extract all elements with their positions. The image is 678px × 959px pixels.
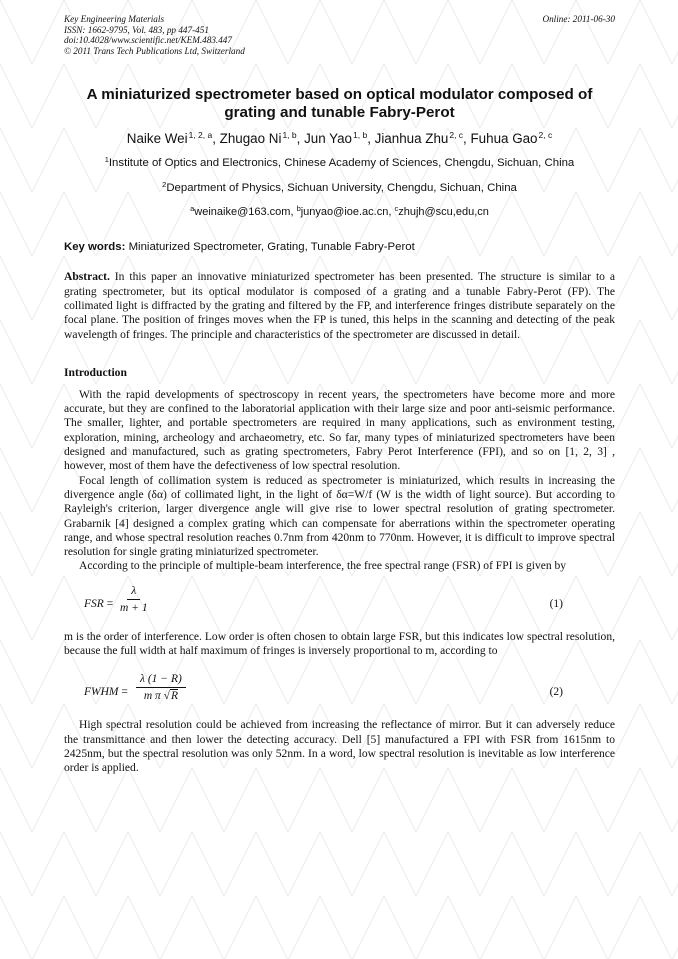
email-link[interactable]: zhujh@scu,edu,cn	[398, 206, 489, 219]
equation-lhs: FSR =	[84, 597, 114, 610]
equation-2	[64, 672, 615, 716]
keywords-text: Miniaturized Spectrometer, Grating, Tunable Fabry-Perot	[125, 241, 415, 254]
equation-fraction	[136, 672, 186, 703]
keywords-label: Key words:	[64, 241, 126, 254]
author-list: Naike Wei$^{1, 2, a}$, Zhugao Ni$^{1, b}$, Jun Yao$^{1, b}$, Jianhua Zhu$^{2, c}$, Fuhua Gao$^{2, c}$	[126, 130, 553, 147]
paragraph: Focal length of collimation system is reduced as spectrometer is miniaturized, which results in increasing the divergence angle (δα) of collimated light, in the light of δα=W/f (W is the width of light source). But according to Rayleigh's criterion, larger divergence angle will give rise to lower spectral resolution of grating spectrometer. Grabarnik [4] designed a complex grating which can compensate for aberrations within the spectrometer operating range, and whose spectral resolution reaches 0.7nm from 420nm to 770nm. However, it is difficult to improve spectral resolution for single grating miniaturized spectrometer.	[64, 474, 615, 559]
author-name: Fuhua Gao	[470, 131, 538, 147]
author-name: Zhugao Ni	[219, 131, 282, 147]
equation-number: (1)	[549, 597, 563, 610]
journal-copyright: © 2011 Trans Tech Publications Ltd, Switzerland	[64, 45, 245, 56]
fraction-denominator: m + 1	[120, 601, 148, 614]
abstract-label: Abstract.	[64, 271, 110, 284]
equation-lhs: FWHM =	[84, 686, 128, 699]
journal-issn: ISSN: 1662-9795, Vol. 483, pp 447-451	[64, 24, 209, 35]
journal-header	[64, 14, 615, 56]
affiliation-sup: 2	[162, 180, 167, 190]
author-sup: 2, c	[449, 130, 464, 141]
title-line-1: A miniaturized spectrometer based on optical modulator composed of	[86, 86, 593, 104]
affiliation-1	[64, 153, 615, 170]
equation-number: (2)	[549, 686, 563, 699]
author-emails	[64, 202, 615, 219]
author-name: Jun Yao	[304, 131, 352, 147]
author-sup: 1, b	[282, 130, 297, 141]
journal-info	[64, 14, 245, 56]
affiliation-text: Institute of Optics and Electronics, Chinese Academy of Sciences, Chengdu, Sichuan, China	[108, 157, 575, 170]
paragraph: According to the principle of multiple-beam interference, the free spectral range (FSR) of FPI is given by	[79, 560, 567, 573]
keywords	[64, 241, 615, 253]
equation-1	[64, 584, 615, 628]
email-link[interactable]: weinaike@163.com,	[194, 206, 297, 219]
journal-doi[interactable]: doi:10.4028/www.scientific.net/KEM.483.447	[64, 35, 232, 46]
author-sup: 1, b	[353, 130, 368, 141]
email-sup: b	[296, 204, 301, 214]
author-name: Jianhua Zhu	[374, 131, 449, 147]
affiliation-text: Department of Physics, Sichuan University, Chengdu, Sichuan, China	[166, 182, 517, 195]
paper-page	[64, 14, 615, 776]
affiliation-2	[64, 178, 615, 195]
title-line-2: grating and tunable Fabry-Perot	[224, 104, 455, 122]
email-sup: c	[394, 204, 399, 214]
abstract	[64, 270, 615, 341]
author-name: Naike Wei	[126, 131, 188, 147]
section-heading-introduction: Introduction	[64, 365, 127, 379]
author-sup: 2, c	[538, 130, 553, 141]
fraction-denominator: m π √R	[143, 690, 178, 703]
online-date: Online: 2011-06-30	[542, 14, 615, 24]
paragraph: High spectral resolution could be achieved from increasing the reflectance of mirror. But it can adversely reduce the transmittance and then lower the detecting accuracy. Dell [5] manufactured a FPI with FSR from 1615nm to 2425nm, but the spectral resolution was only 52nm. In a word, low spectral resolution is inevitable as low interference order is applied.	[64, 719, 615, 775]
paragraph: With the rapid developments of spectroscopy in recent years, the spectrometers have become more and more accurate, but they are confined to the laboratorial application with their large size and poor anti-seismic performance. The smaller, lighter, and portable spectrometers are required in many applications, such as environment testing, exploration, mining, archeology and archaeometry, etc. So far, many types of miniaturized spectrometers have been designed and manufactured, such as grating spectrometers, Fabry Perot Interference (FPI), and so on [1, 2, 3] , however, most of them have the defectiveness of low spectral resolution.	[64, 388, 615, 473]
equation-fraction	[120, 584, 148, 615]
fraction-numerator: λ	[127, 584, 140, 600]
paper-title	[64, 86, 615, 122]
email-sup: a	[190, 204, 195, 214]
author-sup: 1, 2, a	[188, 130, 213, 141]
abstract-text: In this paper an innovative miniaturized spectrometer has been presented. The structure is similar to a grating spectrometer, but its optical modulator is composed of a grating and a tunable Fabry-Perot (FP). The collimated light is diffracted by the grating and filtered by the FP, and interference fringes distribute separately on the focal plane. The position of fringes moves when the FP is tuned, this helps in the scanning and detecting of the peak wavelength of fringes. The principle and characteristics of the spectrometer are discussed in detail.	[64, 271, 615, 341]
fraction-numerator: λ (1 − R)	[136, 672, 186, 688]
journal-name: Key Engineering Materials	[64, 14, 165, 24]
paragraph: m is the order of interference. Low order is often chosen to obtain large FSR, but this indicates low spectral resolution, because the full width at half maximum of fringes is inversely proportional to m, according to	[64, 630, 615, 658]
affiliation-sup: 1	[104, 155, 109, 165]
email-link[interactable]: junyao@ioe.ac.cn,	[300, 206, 395, 219]
